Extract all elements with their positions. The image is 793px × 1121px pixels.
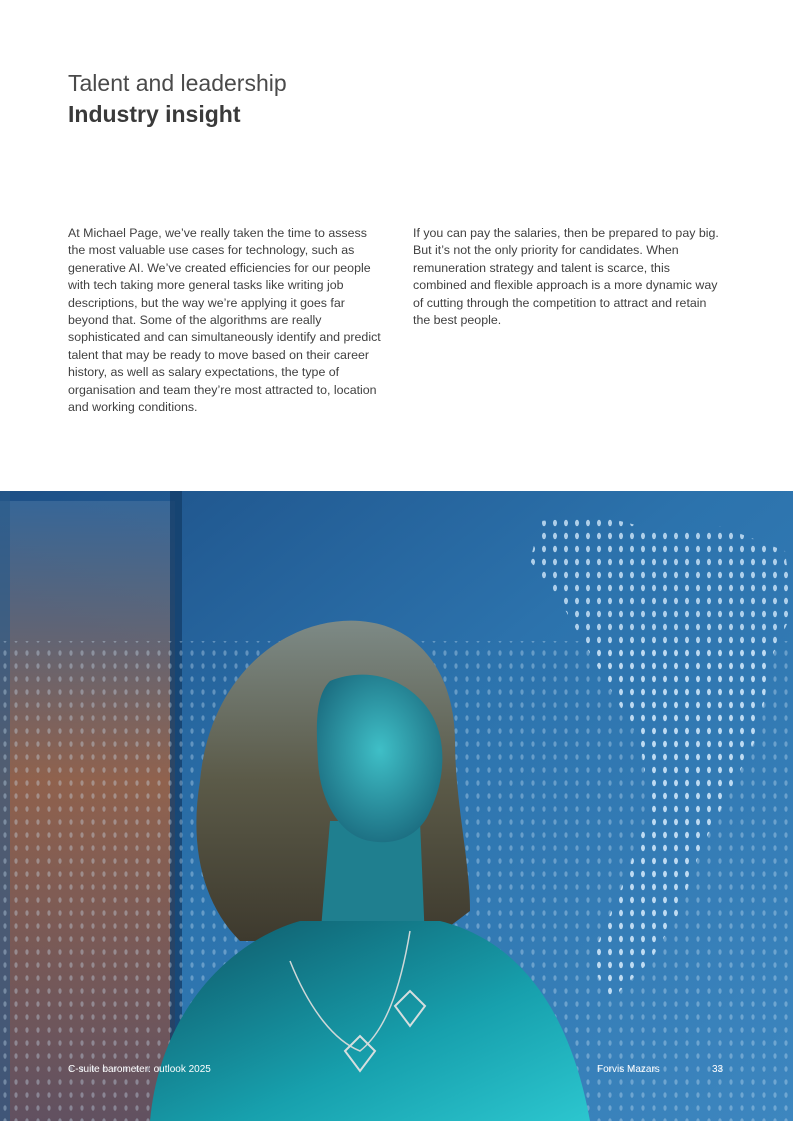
section-subtitle: Industry insight: [68, 101, 241, 127]
paragraph: At Michael Page, we’ve really taken the time to assess the most valuable use cases for technology, such as generative AI. We’ve created efficiencies for our people with tech taking more general tasks like writing job descriptions, but the way we’re applying it goes far beyond that. Some of the algorithms are really sophisticated and can simultaneously identify and predict talent that may be ready to move based on their career history, as well as salary expectations, the type of organisation and team they’re most attracted to, location and working conditions.: [68, 226, 381, 415]
footer-page-number: 33: [712, 1064, 724, 1075]
footer-publication: C-suite barometer: outlook 2025: [68, 1064, 211, 1075]
footer-brand: Forvis Mazars: [597, 1064, 660, 1075]
body-column-left: [68, 225, 386, 416]
hero-photo: [0, 491, 793, 1121]
section-title: Talent and leadership: [68, 70, 287, 96]
body-column-right: [413, 225, 723, 329]
paragraph: If you can pay the salaries, then be prepared to pay big. But it’s not the only priority for candidates. When remuneration strategy and talent is scarce, this combined and flexible approach is a more dynamic way of cutting through the competition to attract and retain the best people.: [413, 226, 719, 328]
